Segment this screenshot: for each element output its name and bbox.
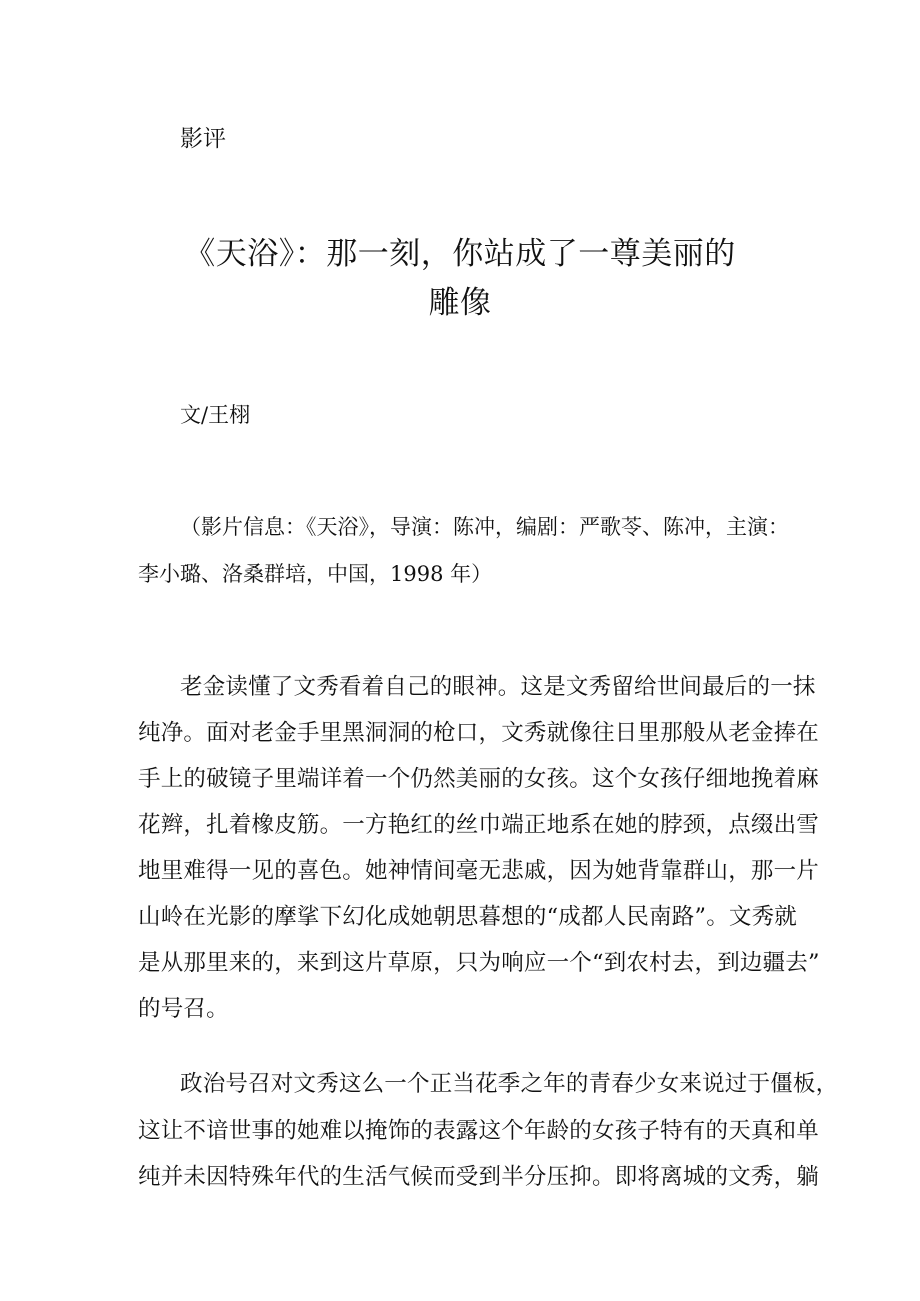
title-line: 《天浴》：那一刻，你站成了一尊美丽的 xyxy=(184,236,736,272)
paragraph-line: 手上的破镜子里端详着一个仍然美丽的女孩。这个女孩仔细地挽着麻 xyxy=(138,766,820,792)
paragraph-line: 山岭在光影的摩挲下幻化成她朝思暮想的“成都人民南路”。文秀就 xyxy=(138,904,798,930)
film-info-line: （影片信息：《天浴》，导演：陈冲，编剧：严歌苓、陈冲，主演： xyxy=(180,515,789,539)
paragraph-line: 纯净。面对老金手里黑洞洞的枪口，文秀就像往日里那般从老金捧在 xyxy=(138,720,820,746)
paragraph-line: 的号召。 xyxy=(138,996,229,1022)
paragraph-line: 是从那里来的，来到这片草原，只为响应一个“到农村去，到边疆去” xyxy=(138,950,820,976)
paragraph-line: 纯并未因特殊年代的生活气候而受到半分压抑。即将离城的文秀，躺 xyxy=(138,1164,820,1190)
paragraph-line: 地里难得一见的喜色。她神情间毫无悲戚，因为她背靠群山，那一片 xyxy=(138,858,820,884)
paragraph-line: 花辫，扎着橡皮筋。一方艳红的丝巾端正地系在她的脖颈，点缀出雪 xyxy=(138,812,820,838)
film-info-line: 李小璐、洛桑群培，中国，1998 年） xyxy=(138,562,493,586)
paragraph-line: 老金读懂了文秀看着自己的眼神。这是文秀留给世间最后的一抹 xyxy=(180,674,816,700)
author-byline: 文/王栩 xyxy=(180,403,251,427)
paragraph-line: 政治号召对文秀这么一个正当花季之年的青春少女来说过于僵板， xyxy=(180,1071,839,1097)
category-label: 影评 xyxy=(180,126,226,152)
paragraph-line: 这让不谙世事的她难以掩饰的表露这个年龄的女孩子特有的天真和单 xyxy=(138,1118,820,1144)
title-line: 雕像 xyxy=(428,285,492,321)
